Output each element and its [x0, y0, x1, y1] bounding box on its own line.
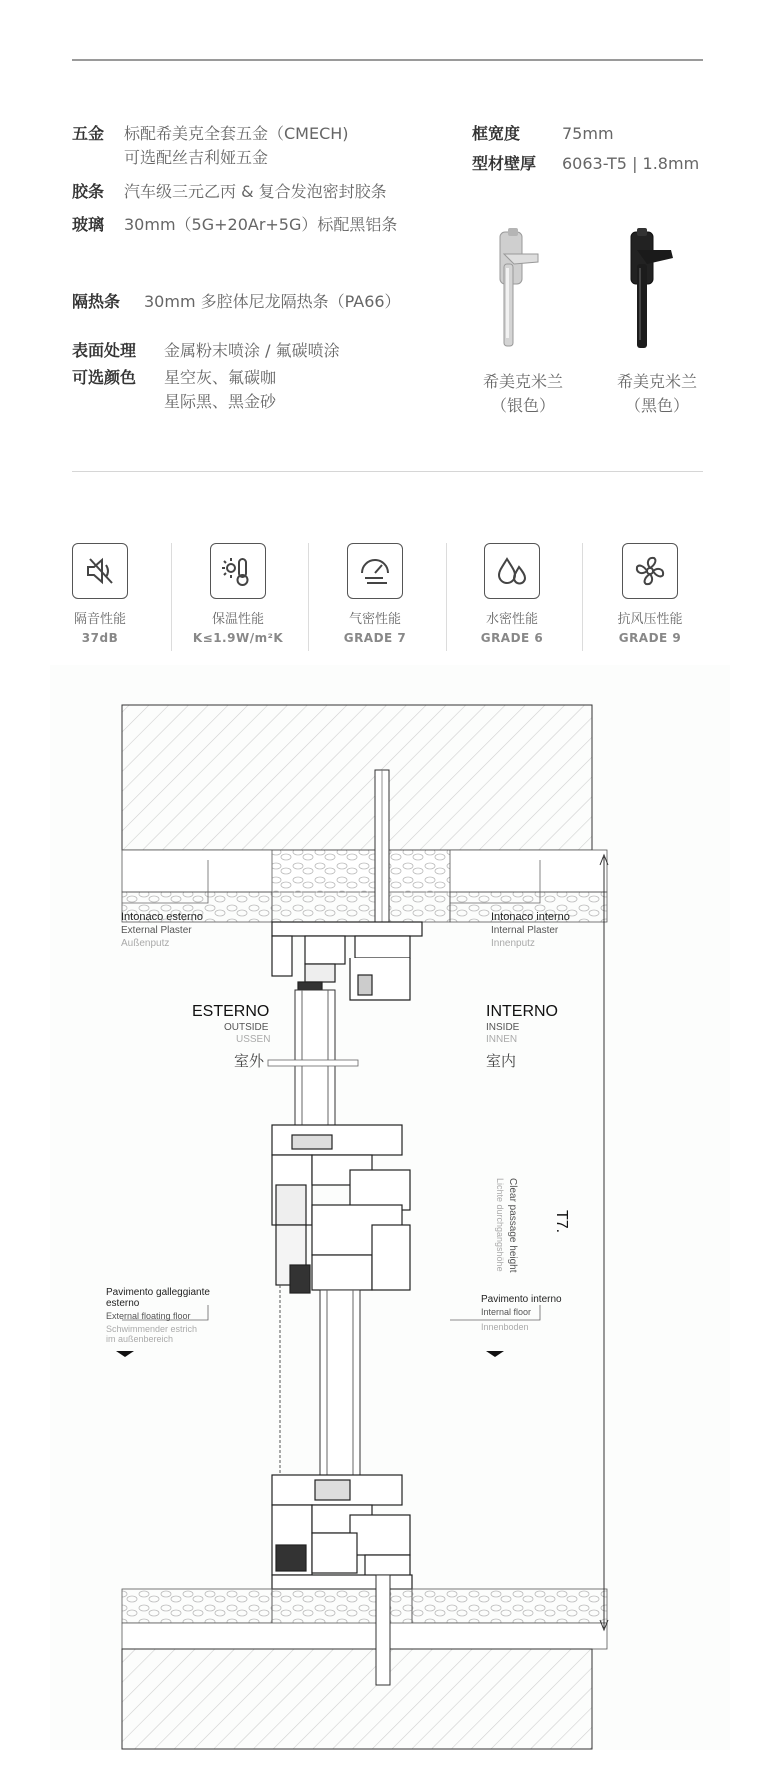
ext-plaster-label-it: Intonaco esterno — [121, 911, 203, 923]
feature-value: GRADE 7 — [343, 631, 407, 645]
spec-value: 星际黑、黑金砂 — [164, 392, 277, 411]
handle-black-image — [625, 224, 681, 352]
handle-silver-caption — [463, 370, 583, 418]
spec-label: 可选颜色 — [72, 368, 137, 387]
int-floor-layer — [412, 1589, 607, 1623]
section-svg — [50, 665, 730, 1750]
water-drops-icon — [484, 543, 540, 599]
fan-icon — [622, 543, 678, 599]
spec-value: 30mm（5G+20Ar+5G）标配黑铝条 — [124, 215, 398, 234]
handle-black-caption — [597, 370, 717, 418]
gauge-icon — [347, 543, 403, 599]
feature-label: 气密性能 — [348, 612, 401, 627]
spec-hardware-line2 — [124, 146, 268, 170]
feature-separator — [171, 543, 172, 651]
clear-height-label-en: Clear passage height — [507, 1178, 518, 1273]
spec-label: 框宽度 — [472, 124, 521, 143]
feature-thermal — [178, 543, 298, 647]
int-plaster-label-en: Internal Plaster — [491, 925, 559, 936]
handle-name: 希美克米兰 — [482, 372, 563, 391]
feature-label: 隔音性能 — [73, 612, 126, 627]
spec-label: 隔热条 — [72, 292, 121, 311]
feature-label: 抗风压性能 — [617, 612, 683, 627]
feature-label: 水密性能 — [485, 612, 538, 627]
feature-value: K≤1.9W/m²K — [192, 631, 284, 645]
top-divider — [72, 59, 703, 61]
feature-label: 保温性能 — [211, 612, 264, 627]
inside-label-en: INSIDE — [486, 1022, 520, 1033]
ext-plaster-label-de: Außenputz — [121, 938, 170, 949]
upper-glass-pane — [295, 990, 335, 1125]
spec-value: 金属粉末喷涂 / 氟碳喷涂 — [164, 341, 340, 360]
int-floor-label-it: Pavimento interno — [481, 1294, 562, 1305]
spec-thermal-strip — [72, 290, 401, 314]
top-frame-profile — [272, 922, 422, 1000]
spec-seal — [72, 180, 387, 204]
spec-value: 6063-T5 | 1.8mm — [562, 154, 700, 173]
ext-floor-layer — [122, 1589, 272, 1623]
ext-floor-label-it1: Pavimento galleggiante — [106, 1287, 210, 1298]
ext-floor-label-de2: im außenbereich — [106, 1334, 174, 1344]
lower-glass-pane — [320, 1290, 360, 1475]
inside-label-it: INTERNO — [486, 1003, 558, 1020]
outside-label-cn: 室外 — [234, 1052, 265, 1070]
spec-wall-thickness — [472, 152, 699, 176]
spec-frame-width — [472, 122, 614, 146]
feature-airtight — [315, 543, 435, 647]
outside-label-en: OUTSIDE — [224, 1022, 269, 1033]
feature-value: GRADE 6 — [480, 631, 544, 645]
cross-section-drawing — [50, 665, 730, 1750]
outside-label-it: ESTERNO — [192, 1003, 270, 1020]
spec-label: 五金 — [72, 124, 105, 143]
feature-separator — [582, 543, 583, 651]
int-floor-label-de: Innenboden — [481, 1322, 529, 1332]
spec-label: 型材壁厚 — [472, 154, 537, 173]
spec-surface — [72, 339, 340, 363]
outside-label-de: USSEN — [236, 1034, 271, 1045]
spec-value: 汽车级三元乙丙 & 复合发泡密封胶条 — [124, 182, 387, 201]
inside-label-de: INNEN — [486, 1034, 518, 1045]
ceiling-slab — [122, 705, 592, 850]
feature-wind — [590, 543, 710, 647]
feature-watertight — [452, 543, 572, 647]
spec-value: 星空灰、氟碳咖 — [164, 368, 277, 387]
mid-divider — [72, 471, 703, 472]
spec-glass — [72, 213, 397, 237]
feature-value: GRADE 9 — [618, 631, 682, 645]
lintel-insulation — [272, 850, 450, 922]
middle-transom-profile — [272, 1125, 410, 1293]
handle-variant: （银色） — [490, 396, 555, 415]
feature-sound — [40, 543, 160, 647]
spec-label: 胶条 — [72, 182, 105, 201]
spec-value: 标配希美克全套五金（CMECH) — [124, 124, 349, 143]
int-floor-label-en: Internal floor — [481, 1307, 532, 1317]
spec-colors-line2 — [164, 390, 276, 414]
int-plaster-label-it: Intonaco interno — [491, 911, 570, 923]
handle-name: 希美克米兰 — [616, 372, 697, 391]
ext-plaster-label-en: External Plaster — [121, 925, 192, 936]
clear-height-code: T7. — [553, 1210, 570, 1234]
int-floor-marker — [486, 1351, 504, 1357]
feature-separator — [446, 543, 447, 651]
spec-value: 可选配丝吉利娅五金 — [124, 148, 269, 167]
clear-height-label-de: Lichte durchgangshöhe — [495, 1178, 505, 1272]
handle-variant: （黑色） — [624, 396, 689, 415]
ext-floor-label-de1: Schwimmender estrich — [106, 1324, 198, 1334]
ext-floor-marker — [116, 1351, 134, 1357]
inside-label-cn: 室内 — [486, 1052, 517, 1070]
spec-colors — [72, 366, 276, 390]
spec-label: 玻璃 — [72, 215, 105, 234]
floor-slab — [122, 1649, 592, 1749]
bottom-sill-profile — [272, 1475, 412, 1589]
handle-silver-image — [490, 224, 546, 352]
spec-hardware — [72, 122, 349, 146]
int-plaster-label-de: Innenputz — [491, 938, 535, 949]
spec-label: 表面处理 — [72, 341, 137, 360]
floor-band — [122, 1623, 607, 1649]
spec-value: 30mm 多腔体尼龙隔热条（PA66） — [144, 292, 401, 311]
ext-floor-label-it2: esterno — [106, 1298, 140, 1309]
feature-separator — [308, 543, 309, 651]
ext-floor-label-en: External floating floor — [106, 1311, 191, 1321]
feature-value: 37dB — [81, 631, 119, 645]
thermometer-sun-icon — [210, 543, 266, 599]
spec-value: 75mm — [562, 124, 614, 143]
sound-mute-icon — [72, 543, 128, 599]
